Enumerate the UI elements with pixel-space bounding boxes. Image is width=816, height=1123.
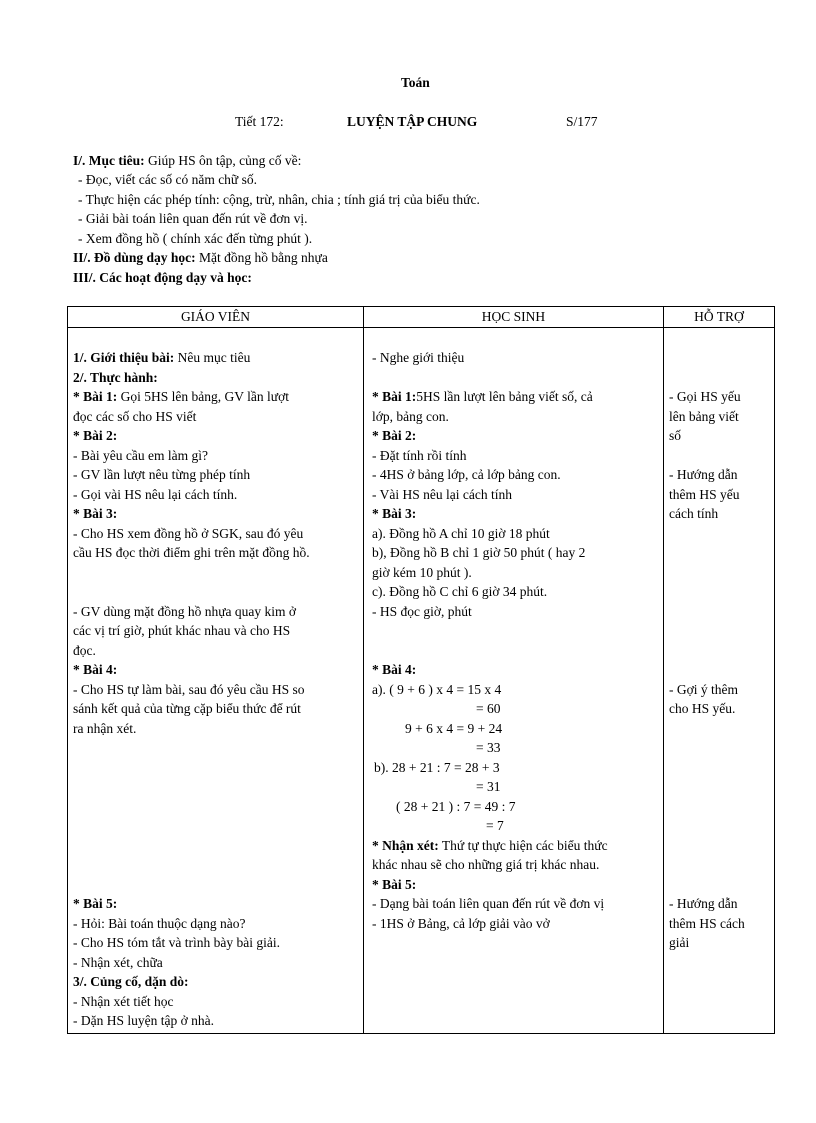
teacher-line: 3/. Củng cố, dặn dò: — [73, 974, 189, 989]
student-column — [364, 328, 664, 1034]
student-line: khác nhau sẽ cho những giá trị khác nhau. — [372, 857, 600, 872]
support-line: lên bảng viết — [669, 409, 739, 424]
student-line: - Nghe giới thiệu — [372, 350, 465, 365]
teacher-line: - Gọi vài HS nêu lại cách tính. — [73, 487, 238, 502]
column-header-teacher: GIÁO VIÊN — [68, 307, 364, 328]
lesson-table — [67, 306, 775, 1034]
teacher-line: các vị trí giờ, phút khác nhau và cho HS — [73, 623, 291, 638]
support-line: cho HS yếu. — [669, 701, 736, 716]
student-line: b), Đồng hồ B chỉ 1 giờ 50 phút ( hay 2 — [372, 545, 586, 560]
student-line: = 33 — [476, 740, 501, 755]
student-line: b). 28 + 21 : 7 = 28 + 3 — [374, 760, 500, 775]
student-line: a). ( 9 + 6 ) x 4 = 15 x 4 — [372, 682, 502, 697]
student-line: = 31 — [476, 779, 501, 794]
teacher-line: - Cho HS tự làm bài, sau đó yêu cầu HS so — [73, 682, 305, 697]
materials-line — [73, 248, 328, 268]
lesson-title: LUYỆN TẬP CHUNG — [347, 114, 478, 129]
lesson-number: Tiết 172: — [235, 114, 284, 129]
materials-heading: II/. Đồ dùng dạy học: — [73, 250, 196, 265]
student-line: = 7 — [486, 818, 504, 833]
objectives-line — [73, 151, 301, 171]
teacher-line: - GV dùng mặt đồng hồ nhựa quay kim ở — [73, 604, 297, 619]
student-line: - Đặt tính rồi tính — [372, 448, 467, 463]
teacher-line: ra nhận xét. — [73, 721, 137, 736]
student-line: c). Đồng hồ C chỉ 6 giờ 34 phút. — [372, 584, 548, 599]
teacher-line: * Bài 2: — [73, 428, 118, 443]
objective-item: - Xem đồng hồ ( chính xác đến từng phút ). — [78, 231, 313, 246]
teacher-column — [68, 328, 364, 1034]
student-line: lớp, bảng con. — [372, 409, 449, 424]
teacher-line: cầu HS đọc thời điểm ghi trên mặt đồng hồ. — [73, 545, 310, 560]
student-line: * Bài 2: — [372, 428, 417, 443]
teacher-line: - GV lần lượt nêu từng phép tính — [73, 467, 251, 482]
materials-text: Mặt đồng hồ bằng nhựa — [195, 250, 328, 265]
support-column — [664, 328, 775, 1034]
student-line: giờ kém 10 phút ). — [372, 565, 472, 580]
student-line: - 4HS ở bảng lớp, cả lớp bảng con. — [372, 467, 561, 482]
teacher-line: - Nhận xét, chữa — [73, 955, 163, 970]
student-line: - HS đọc giờ, phút — [372, 604, 472, 619]
teacher-line: 2/. Thực hành: — [73, 370, 158, 385]
teacher-line: * Bài 5: — [73, 896, 118, 911]
support-line: giải — [669, 935, 690, 950]
student-line: a). Đồng hồ A chỉ 10 giờ 18 phút — [372, 526, 550, 541]
teacher-line: đọc các số cho HS viết — [73, 409, 197, 424]
teacher-line: - Cho HS xem đồng hồ ở SGK, sau đó yêu — [73, 526, 304, 541]
student-line: * Bài 4: — [372, 662, 417, 677]
teacher-line: đọc. — [73, 643, 96, 658]
teacher-line: 1/. Giới thiệu bài: Nêu mục tiêu — [73, 350, 251, 365]
support-line: thêm HS yếu — [669, 487, 740, 502]
objectives-intro: Giúp HS ôn tập, củng cố về: — [144, 153, 302, 168]
teacher-line: * Bài 1: Gọi 5HS lên bảng, GV lần lượt — [73, 389, 289, 404]
student-line: * Bài 3: — [372, 506, 417, 521]
student-line: - 1HS ở Bảng, cả lớp giải vào vở — [372, 916, 550, 931]
support-line: thêm HS cách — [669, 916, 745, 931]
support-line: - Hướng dẫn — [669, 896, 738, 911]
objective-item: - Thực hiện các phép tính: cộng, trừ, nhân, chia ; tính giá trị của biểu thức. — [78, 192, 480, 207]
activities-heading: III/. Các hoạt động dạy và học: — [73, 270, 252, 285]
teacher-line: - Dặn HS luyện tập ở nhà. — [73, 1013, 214, 1028]
support-line: - Hướng dẫn — [669, 467, 738, 482]
column-header-support: HỖ TRỢ — [664, 307, 775, 328]
student-line: * Bài 5: — [372, 877, 417, 892]
student-line: = 60 — [476, 701, 501, 716]
support-line: - Gọi HS yếu — [669, 389, 741, 404]
teacher-line: * Bài 3: — [73, 506, 118, 521]
support-line: - Gợi ý thêm — [669, 682, 739, 697]
column-header-student: HỌC SINH — [364, 307, 664, 328]
student-line: - Dạng bài toán liên quan đến rút về đơn vị — [372, 896, 605, 911]
objective-item: - Đọc, viết các số có năm chữ số. — [78, 172, 258, 187]
teacher-line: - Bài yêu cầu em làm gì? — [73, 448, 208, 463]
student-line: * Nhận xét: Thứ tự thực hiện các biểu thức — [372, 838, 608, 853]
support-line: số — [669, 428, 682, 443]
teacher-line: - Hỏi: Bài toán thuộc dạng nào? — [73, 916, 246, 931]
objectives-heading: I/. Mục tiêu: — [73, 153, 145, 168]
student-line: 9 + 6 x 4 = 9 + 24 — [405, 721, 503, 736]
teacher-line: - Cho HS tóm tắt và trình bày bài giải. — [73, 935, 280, 950]
teacher-line: * Bài 4: — [73, 662, 118, 677]
teacher-line: - Nhận xét tiết học — [73, 994, 174, 1009]
student-line: ( 28 + 21 ) : 7 = 49 : 7 — [396, 799, 516, 814]
objective-item: - Giải bài toán liên quan đến rút về đơn vị. — [78, 211, 308, 226]
subject-title: Toán — [401, 75, 430, 90]
page-reference: S/177 — [566, 114, 598, 129]
student-line: * Bài 1:5HS lần lượt lên bảng viết số, cả — [372, 389, 593, 404]
student-line: - Vài HS nêu lại cách tính — [372, 487, 512, 502]
teacher-line: sánh kết quả của từng cặp biểu thức để rút — [73, 701, 301, 716]
support-line: cách tính — [669, 506, 719, 521]
